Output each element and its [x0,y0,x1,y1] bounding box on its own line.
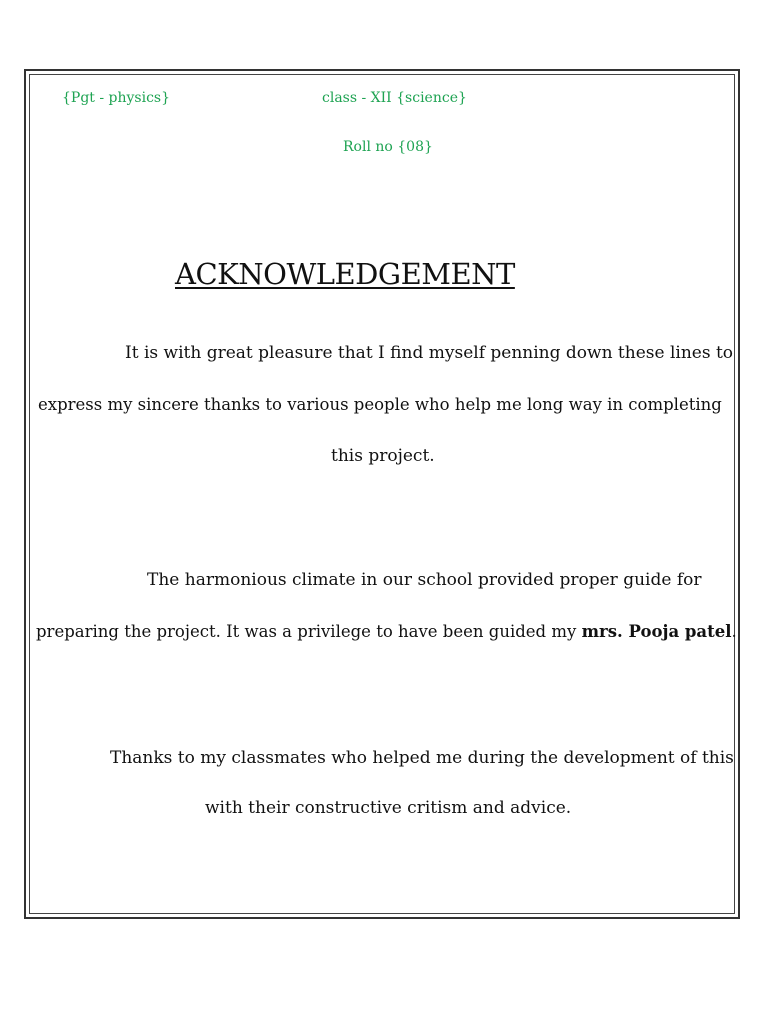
page-title: ACKNOWLEDGEMENT [175,257,515,291]
paragraph2-line1: The harmonious climate in our school provided proper guide for [147,570,702,590]
paragraph1-line1: It is with great pleasure that I find myself penning down these lines to [125,343,734,363]
paragraph1-line3: this project. [331,446,435,466]
paragraph3-line2: with their constructive critism and advice. [205,798,572,818]
paragraph1-line2: express my sincere thanks to various people who help me long way in completing [38,395,722,414]
page-border [24,69,740,919]
paragraph2-line2-end: . [731,622,737,641]
roll-number: Roll no {08} [343,139,433,155]
post-label: {Pgt - physics} [62,90,171,106]
guide-name: mrs. Pooja patel [581,622,732,641]
paragraph2-line2-text: preparing the project. It was a privilege to have been guided my [36,622,582,641]
paragraph3-line1: Thanks to my classmates who helped me during the development of this [110,748,734,768]
paragraph2-line2 [36,622,737,641]
class-label: class - XII {science} [322,90,467,106]
